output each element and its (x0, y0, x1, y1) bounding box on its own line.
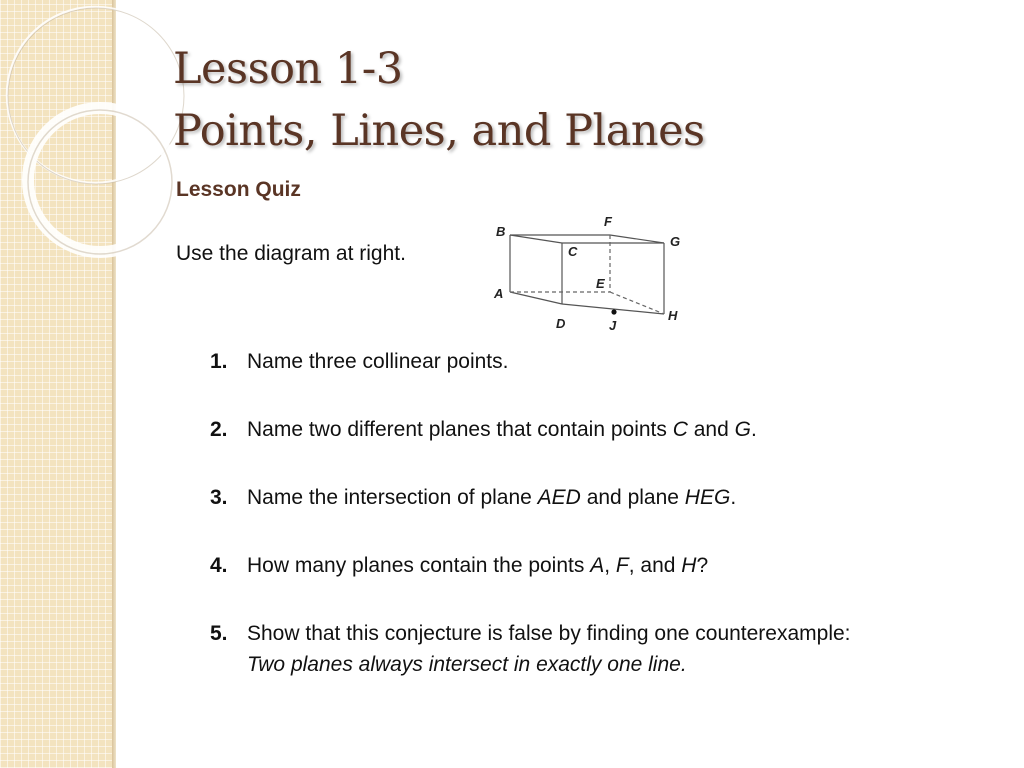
label-D: D (556, 316, 566, 331)
question-variable: AED (537, 486, 581, 509)
question-text-segment: Show that this conjecture is false by finding one counterexample: (247, 622, 851, 645)
question-text-segment: and (687, 418, 735, 441)
question-text-segment: Name two different planes that contain points (247, 418, 673, 441)
question-item (210, 550, 1010, 581)
title-line-2: Points, Lines, and Planes (173, 106, 705, 156)
prism-diagram (488, 212, 688, 338)
title-line-1: Lesson 1-3 (173, 44, 403, 94)
conjecture-text: Two planes always intersect in exactly one line. (247, 653, 687, 676)
question-text (247, 486, 736, 509)
edge-AD (510, 292, 562, 304)
point-J-dot (611, 309, 616, 314)
question-body (247, 482, 1010, 513)
question-text-segment: Name the intersection of plane (247, 486, 538, 509)
question-number: 3. (210, 486, 228, 509)
question-text-segment: Name three collinear points. (247, 350, 509, 373)
question-text-segment: , (604, 554, 616, 577)
question-variable: A (590, 554, 605, 577)
question-text-segment: and plane (580, 486, 685, 509)
question-body (247, 618, 1010, 680)
label-A: A (494, 286, 504, 301)
question-variable: F (615, 554, 629, 577)
decorative-rings (0, 0, 200, 260)
question-item (210, 346, 1010, 377)
slide-title (173, 38, 705, 162)
question-item (210, 482, 1010, 513)
instruction-text: Use the diagram at right. (176, 242, 406, 265)
question-body (247, 346, 1010, 377)
quiz-heading: Lesson Quiz (176, 178, 301, 201)
question-text (247, 350, 508, 373)
question-text (247, 554, 708, 577)
question-item (210, 414, 1010, 445)
question-text-segment: . (750, 418, 757, 441)
question-variable: HEG (684, 486, 731, 509)
question-body (247, 414, 1010, 445)
label-J: J (609, 318, 617, 333)
label-C: C (568, 244, 578, 259)
question-body (247, 550, 1010, 581)
question-number: 4. (210, 554, 228, 577)
question-number: 2. (210, 418, 228, 441)
label-B: B (496, 224, 506, 239)
quiz-questions (210, 346, 1010, 717)
question-text-segment: , and (628, 554, 682, 577)
label-E: E (596, 276, 605, 291)
question-text (247, 622, 851, 645)
label-G: G (670, 234, 681, 249)
hidden-edge-EH (610, 292, 664, 314)
question-text-segment: How many planes contain the points (247, 554, 591, 577)
question-number: 1. (210, 350, 228, 373)
label-H: H (668, 308, 678, 323)
question-variable: G (734, 418, 751, 441)
question-number: 5. (210, 622, 228, 645)
question-text-segment: . (730, 486, 737, 509)
label-F: F (604, 214, 612, 229)
question-variable: H (681, 554, 697, 577)
question-variable: C (672, 418, 688, 441)
edge-GF (610, 235, 664, 243)
edge-BC (510, 235, 562, 243)
question-text (247, 418, 757, 441)
question-item (210, 618, 1010, 680)
question-text-segment: ? (696, 554, 709, 577)
